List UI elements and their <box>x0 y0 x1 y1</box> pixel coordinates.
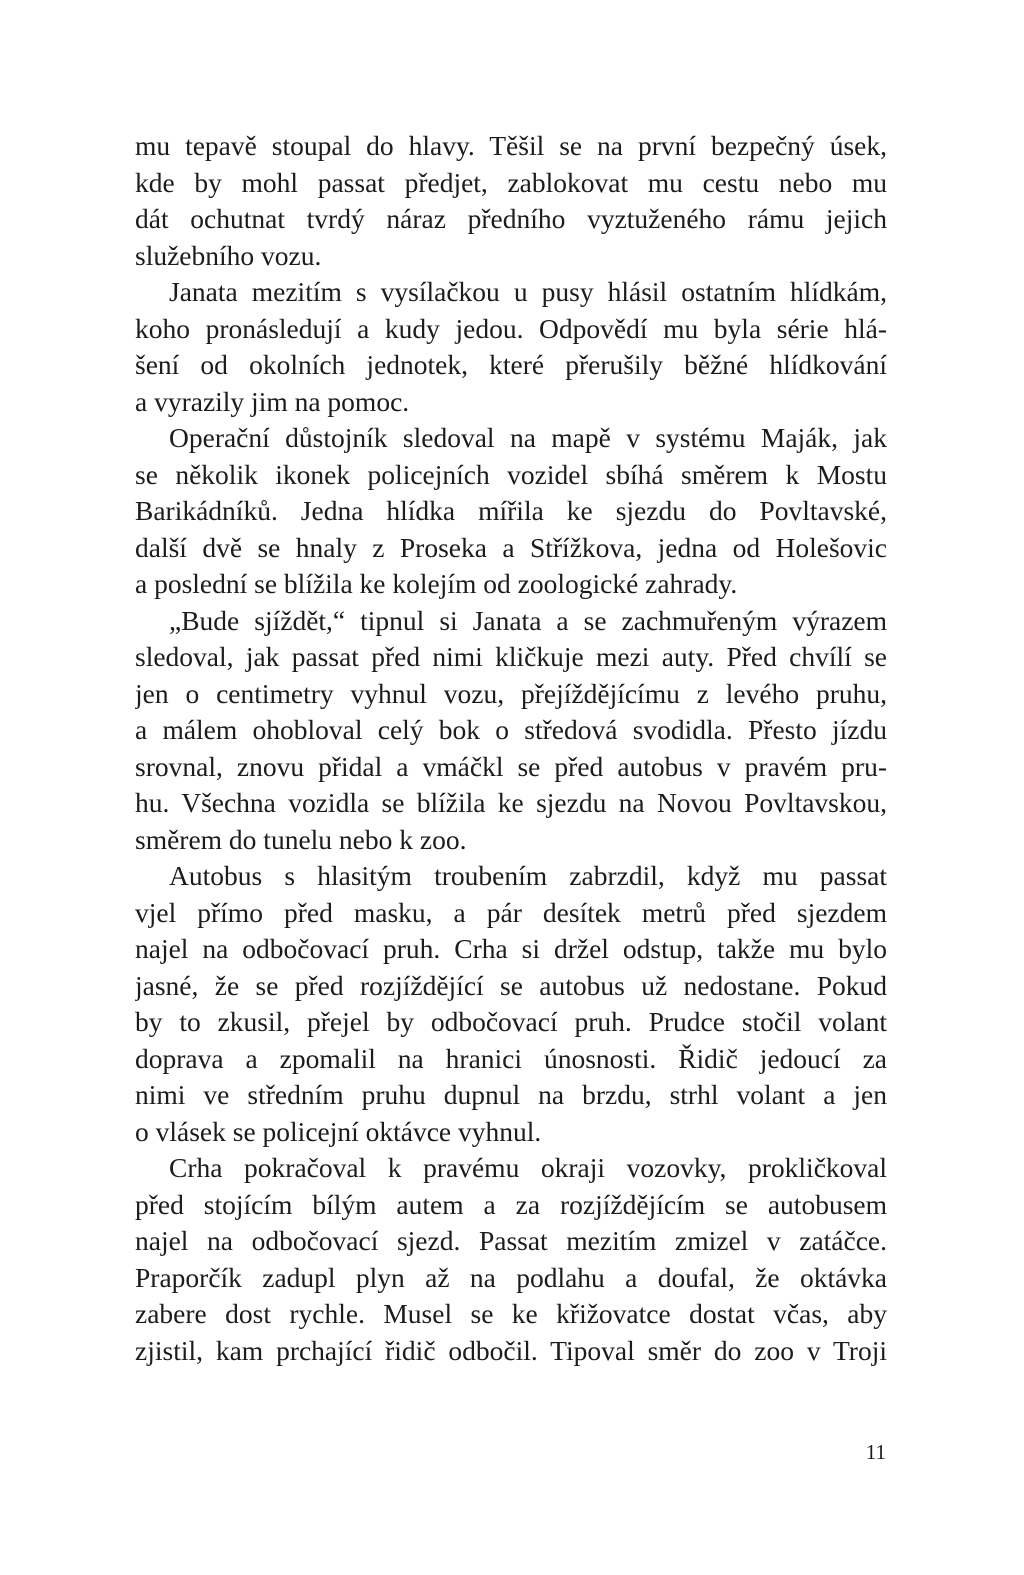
text-line: směrem do tunelu nebo k zoo. <box>135 823 467 855</box>
text-line: další dvě se hnaly z Proseka a Střížkova, jedna od Holešovic <box>135 531 887 563</box>
text-line: šení od okolních jednotek, které přerušily běžné hlídkování <box>135 349 887 380</box>
page-number: 11 <box>865 1440 886 1464</box>
text-line: jasné, že se před rozjíždějící se autobus už nedostane. Pokud <box>135 969 887 1001</box>
text-line: by to zkusil, přejel by odbočovací pruh. Prudce stočil volant <box>135 1006 887 1037</box>
text-line: doprava a zpomalil na hranici únosnosti. Řidič jedoucí za <box>135 1042 887 1074</box>
text-line: Crha pokračoval k pravému okraji vozovky, prokličkoval <box>169 1152 887 1183</box>
text-line: srovnal, znovu přidal a vmáčkl se před autobus v pravém pru- <box>135 750 887 782</box>
text-line: najel na odbočovací pruh. Crha si držel odstup, takže mu bylo <box>135 933 887 964</box>
text-line: sledoval, jak passat před nimi kličkuje mezi auty. Před chvílí se <box>135 641 887 672</box>
text-line: hu. Všechna vozidla se blížila ke sjezdu na Novou Povltavskou, <box>135 787 887 818</box>
text-line: jen o centimetry vyhnul vozu, přejíždějícímu z levého pruhu, <box>135 677 887 709</box>
body-text <box>135 128 887 1369</box>
text-line: Janata mezitím s vysílačkou u pusy hlásil ostatním hlídkám, <box>169 276 887 307</box>
text-line: dát ochutnat tvrdý náraz předního vyztuženého rámu jejich <box>135 203 887 234</box>
text-line: zjistil, kam prchající řidič odbočil. Tipoval směr do zoo v Troji <box>135 1334 887 1366</box>
text-line: Barikádníků. Jedna hlídka mířila ke sjezdu do Povltavské, <box>135 495 887 526</box>
text-line: a málem ohobloval celý bok o středová svodidla. Přesto jízdu <box>135 714 887 745</box>
text-line: kde by mohl passat předjet, zablokovat mu cestu nebo mu <box>135 166 887 198</box>
text-line: najel na odbočovací sjezd. Passat mezitím zmizel v zatáčce. <box>135 1225 887 1256</box>
text-line: koho pronásledují a kudy jedou. Odpovědí mu byla série hlá- <box>135 312 887 344</box>
text-line: zabere dost rychle. Musel se ke křižovatce dostat včas, aby <box>135 1298 887 1329</box>
text-line: Autobus s hlasitým troubením zabrzdil, když mu passat <box>169 860 887 891</box>
text-line: mu tepavě stoupal do hlavy. Těšil se na první bezpečný úsek, <box>135 130 887 161</box>
text-line: se několik ikonek policejních vozidel sbíhá směrem k Mostu <box>135 458 887 490</box>
text-line: Praporčík zadupl plyn až na podlahu a doufal, že oktávka <box>135 1261 887 1293</box>
text-line: před stojícím bílým autem a za rozjíždějícím se autobusem <box>135 1188 887 1220</box>
text-line: a vyrazily jim na pomoc. <box>135 385 410 417</box>
text-line: a poslední se blížila ke kolejím od zoologické zahrady. <box>135 568 738 599</box>
text-line: služebního vozu. <box>135 239 322 271</box>
text-line: nimi ve středním pruhu dupnul na brzdu, strhl volant a jen <box>135 1079 887 1110</box>
text-line: o vlásek se policejní oktávce vyhnul. <box>135 1115 542 1147</box>
text-line: „Bude sjíždět,“ tipnul si Janata a se zachmuřeným výrazem <box>169 604 887 636</box>
text-line: Operační důstojník sledoval na mapě v systému Maják, jak <box>169 422 887 453</box>
text-line: vjel přímo před masku, a pár desítek metrů před sjezdem <box>135 896 887 928</box>
